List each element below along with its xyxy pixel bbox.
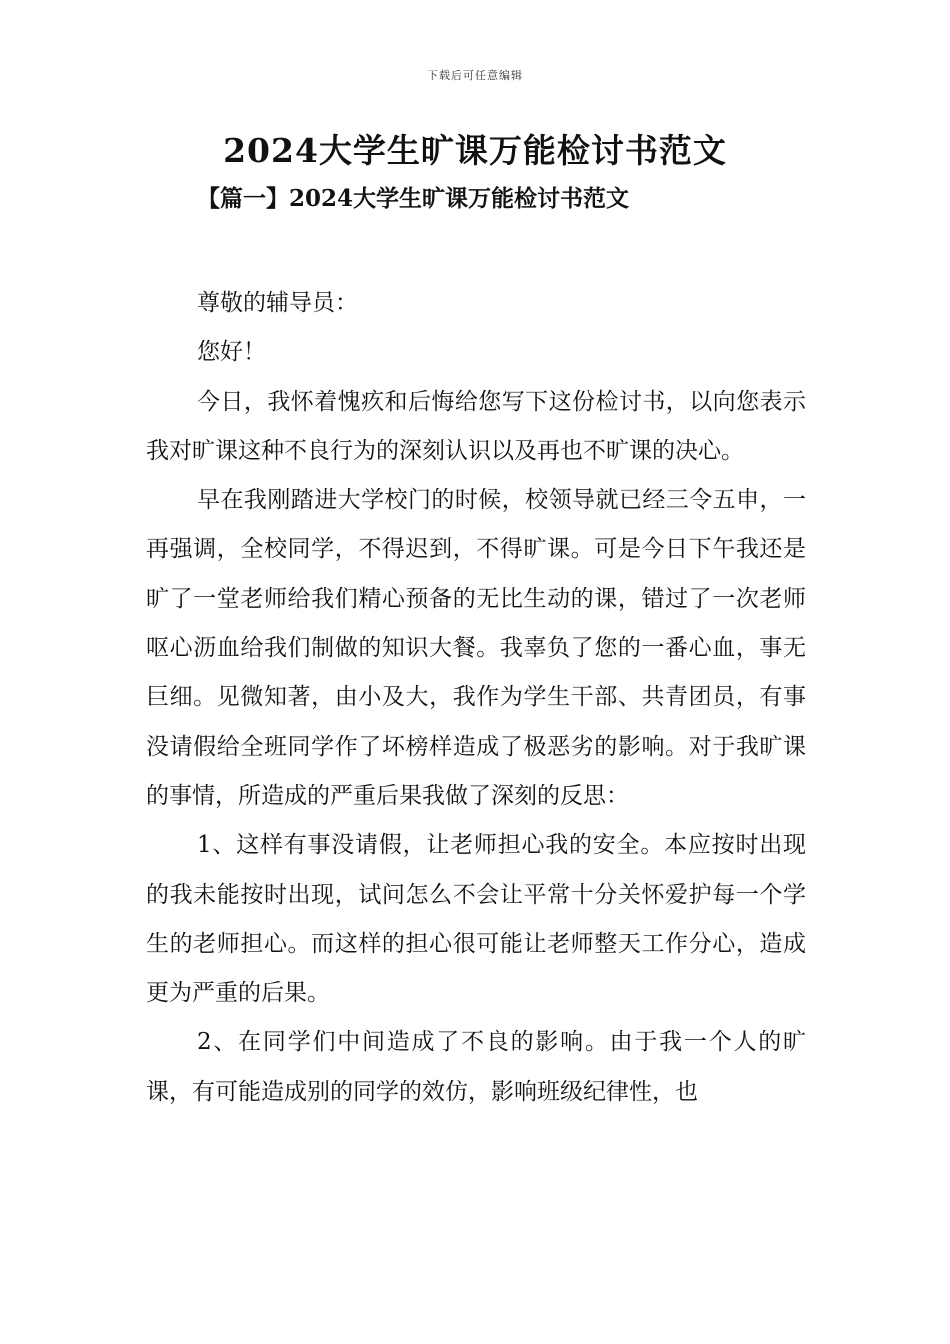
- salutation: 尊敬的辅导员：: [197, 290, 358, 316]
- header-note: 下载后可任意编辑: [427, 69, 523, 82]
- section-heading: 【篇一】2024大学生旷课万能检讨书范文: [197, 185, 630, 212]
- body-paragraph: 早在我刚踏进大学校门的时候，校领导就已经三令五申，一再强调，全校同学，不得迟到，不得旷课。可是今日下午我还是旷了一堂老师给我们精心预备的无比生动的课，错过了一次老师呕心沥血给我们制做的知识大餐。我辜负了您的一番心血，事无巨细。见微知著，由小及大，我作为学生干部、共青团员，有事没请假给全班同学作了坏榜样造成了极恶劣的影响。对于我旷课的事情，所造成的严重后果我做了深刻的反思：: [146, 487, 806, 809]
- document-title: 2024大学生旷课万能检讨书范文: [223, 131, 727, 170]
- greeting: 您好！: [197, 339, 266, 366]
- document-body: [146, 279, 806, 1117]
- body-paragraph: 1、这样有事没请假，让老师担心我的安全。本应按时出现的我未能按时出现，试问怎么不会让平常十分关怀爱护每一个学生的老师担心。而这样的担心很可能让老师整天工作分心，造成更为严重的后果。: [146, 832, 806, 1007]
- body-paragraph: 今日，我怀着愧疚和后悔给您写下这份检讨书，以向您表示我对旷课这种不良行为的深刻认识以及再也不旷课的决心。: [146, 388, 806, 464]
- body-paragraph: 2、在同学们中间造成了不良的影响。由于我一个人的旷课，有可能造成别的同学的效仿，影响班级纪律性，也: [146, 1029, 806, 1105]
